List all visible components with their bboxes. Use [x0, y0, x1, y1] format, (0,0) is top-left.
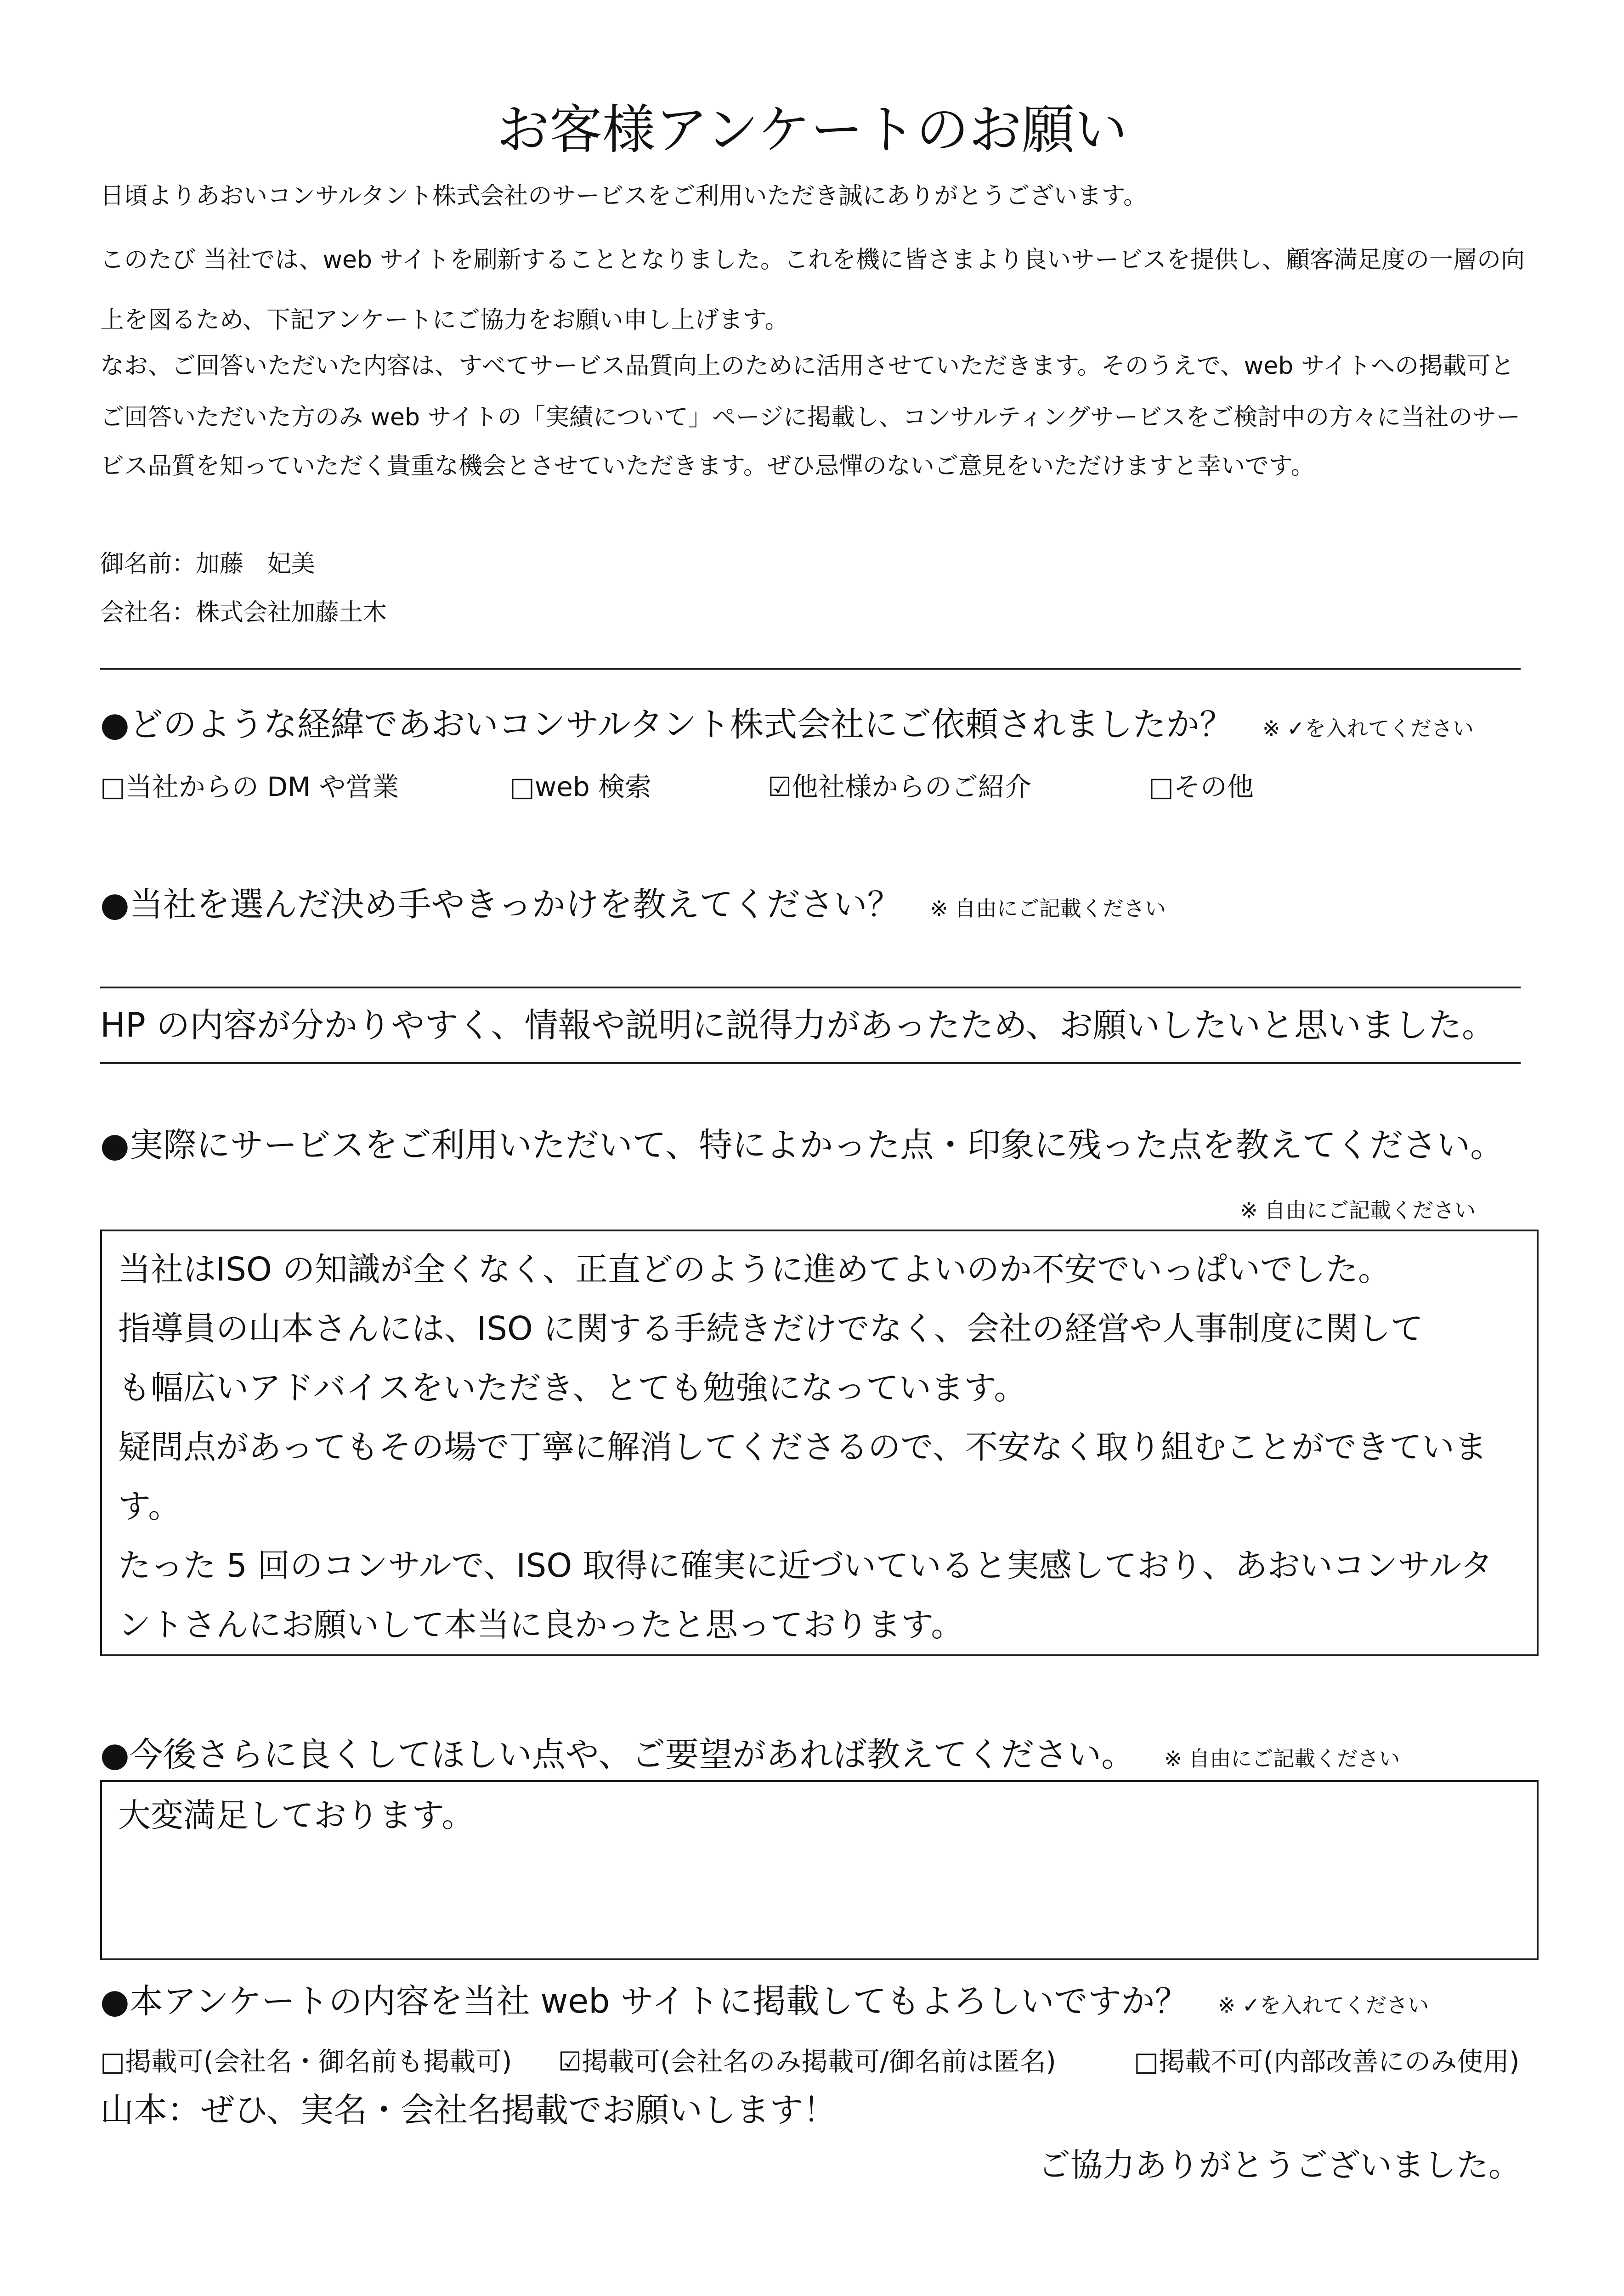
answer-line: ントさんにお願いして本当に良かったと思っております。	[118, 1606, 964, 1644]
question-heading: ●どのような経緯であおいコンサルタント株式会社にご依頼されましたか？	[100, 705, 1234, 744]
intro-line: 上を図るため、下記アンケートにご協力をお願い申し上げます。	[100, 306, 789, 334]
option-label: 掲載可(会社名・御名前も掲載可)	[124, 2047, 512, 2077]
question-5	[100, 1980, 1429, 2027]
divider	[100, 987, 1521, 988]
option-label: 掲載不可(内部改善にのみ使用)	[1158, 2047, 1520, 2077]
question-heading: ●本アンケートの内容を当社 web サイトに掲載してもよろしいですか？	[100, 1982, 1188, 2021]
checkbox-checked-icon: ☑	[768, 771, 792, 802]
intro-line: なお、ご回答いただいた内容は、すべてサービス品質向上のために活用させていただきます。そのうえで、web サイトへの掲載可と	[100, 352, 1515, 380]
respondent-name-row	[100, 548, 315, 580]
option-label: web 検索	[534, 771, 652, 802]
intro-line: このたび 当社では、web サイトを刷新することとなりました。これを機に皆さまより良いサービスを提供し、顧客満足度の一層の向	[100, 246, 1525, 274]
staff-comment: 山本：ぜひ、実名・会社名掲載でお願いします！	[100, 2091, 837, 2130]
intro-line: ご回答いただいた方のみ web サイトの「実績について」ページに掲載し、コンサルティングサービスをご検討中の方々に当社のサー	[100, 404, 1521, 431]
checkbox-unchecked-icon: □	[100, 2047, 125, 2077]
question-heading: ●当社を選んだ決め手やきっかけを教えてください？	[100, 885, 901, 924]
intro-line: ビス品質を知っていただく貴重な機会とさせていただきます。ぜひ忌憚のないご意見をいただけますと幸いです。	[100, 452, 1315, 480]
option-item	[1149, 769, 1254, 804]
question-note: ※ ✓を入れてください	[1262, 716, 1474, 741]
answer-text: HP の内容が分かりやすく、情報や説明に説得力があったため、お願いしたいと思いました。	[100, 1006, 1496, 1045]
question-note: ※ 自由にご記載ください	[1164, 1746, 1400, 1771]
question-note: ※ 自由にご記載ください	[930, 896, 1166, 921]
question-heading: ●今後さらに良くしてほしい点や、ご要望があれば教えてください。	[100, 1735, 1135, 1774]
option-label: 他社様からのご紹介	[792, 771, 1032, 802]
answer-line: 大変満足しております。	[118, 1796, 475, 1834]
page-title: お客様アンケートのお願い	[496, 99, 1128, 161]
question-2	[100, 883, 1166, 931]
answer-line: す。	[118, 1487, 181, 1525]
question-heading: ●実際にサービスをご利用いただいて、特によかった点・印象に残った点を教えてください。	[100, 1126, 1504, 1165]
divider	[100, 668, 1521, 670]
option-item	[100, 2045, 512, 2079]
answer-line: 指導員の山本さんには、ISO に関する手続きだけでなく、会社の経営や人事制度に関して	[118, 1309, 1424, 1348]
question-4	[100, 1733, 1400, 1781]
question-note: ※ ✓を入れてください	[1217, 1993, 1429, 2018]
intro-line: 日頃よりあおいコンサルタント株式会社のサービスをご利用いただき誠にありがとうございます。	[100, 182, 1148, 210]
checkbox-unchecked-icon: □	[1149, 771, 1174, 802]
answer-line: も幅広いアドバイスをいただき、とても勉強になっています。	[118, 1369, 1027, 1407]
respondent-company-label: 会社名：	[100, 599, 196, 626]
option-label: 当社からの DM や営業	[125, 771, 399, 802]
closing-message: ご協力ありがとうございました。	[1038, 2146, 1521, 2184]
answer-line: たった 5 回のコンサルで、ISO 取得に確実に近づいていると実感しており、あおいコンサルタ	[118, 1546, 1493, 1585]
option-item	[558, 2045, 1056, 2079]
answer-line: 当社はISO の知識が全くなく、正直どのように進めてよいのか不安でいっぱいでした。	[118, 1250, 1391, 1288]
question-1	[100, 703, 1474, 750]
option-label: その他	[1173, 771, 1254, 802]
question-note: ※ 自由にご記載ください	[1240, 1198, 1476, 1223]
option-item	[768, 769, 1031, 804]
checkbox-unchecked-icon: □	[1134, 2047, 1159, 2077]
respondent-company: 株式会社加藤土木	[196, 599, 387, 626]
option-item	[1134, 2045, 1519, 2079]
checkbox-unchecked-icon: □	[509, 771, 535, 802]
answer-box	[100, 1780, 1539, 1960]
question-3	[100, 1123, 1504, 1168]
checkbox-checked-icon: ☑	[558, 2047, 582, 2077]
checkbox-unchecked-icon: □	[100, 771, 125, 802]
option-label: 掲載可(会社名のみ掲載可/御名前は匿名)	[582, 2047, 1056, 2077]
respondent-name: 加藤 妃美	[196, 550, 316, 578]
answer-line: 疑問点があってもその場で丁寧に解消してくださるので、不安なく取り組むことができていま	[118, 1428, 1487, 1466]
respondent-name-label: 御名前：	[100, 550, 196, 578]
respondent-company-row	[100, 597, 387, 628]
option-item	[100, 769, 399, 804]
answer-box	[100, 1230, 1539, 1656]
divider	[100, 1062, 1521, 1064]
option-item	[509, 769, 651, 804]
